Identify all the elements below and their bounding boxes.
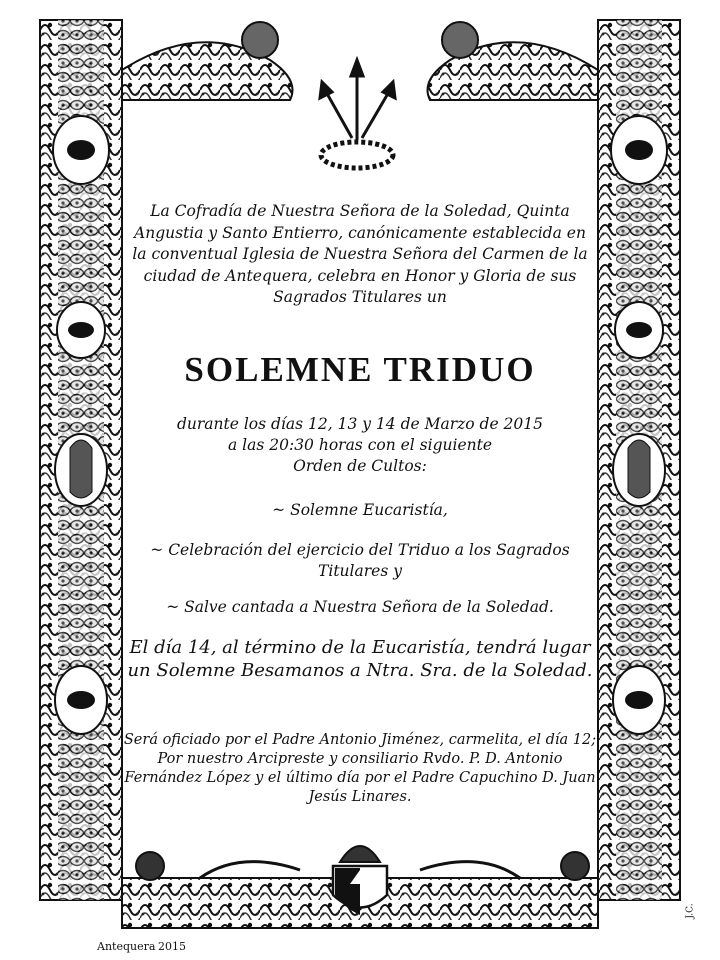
besamanos-notice: El día 14, al término de la Eucaristía, tendrá lugar un Solemne Besamanos a Ntra. Sra. de la Soledad. <box>127 637 593 681</box>
page-title: SOLEMNE TRIDUO <box>184 350 536 389</box>
left-ornamental-column <box>40 20 122 900</box>
brotherhood-emblem-icon <box>320 60 395 168</box>
order-heading: Orden de Cultos: <box>293 457 427 475</box>
right-ornamental-column <box>598 20 680 900</box>
dates-block <box>150 414 570 477</box>
cult-item: ~ Celebración del ejercicio del Triduo a los Sagrados Titulares y <box>150 541 570 580</box>
cult-item: ~ Salve cantada a Nuestra Señora de la Soledad. <box>166 598 554 616</box>
artist-initials: J.C. <box>685 903 696 919</box>
dates-line: durante los días 12, 13 y 14 de Marzo de 2015 <box>176 415 544 433</box>
time-line: a las 20:30 horas con el siguiente <box>228 436 492 454</box>
officiant-paragraph: Será oficiado por el Padre Antonio Jiménez, carmelita, el día 12; Por nuestro Arcipreste y consiliario Rvdo. P. D. Antonio Fernández López y el último día por el Padre Capuchino D. Juan Jesús Linares. <box>123 732 597 805</box>
footer-place: Antequera <box>97 940 156 953</box>
cult-item: ~ Solemne Eucaristía, <box>272 501 448 519</box>
top-ornament <box>122 22 598 100</box>
intro-paragraph: La Cofradía de Nuestra Señora de la Soledad, Quinta Angustia y Santo Entierro, canónicamente establecida en la conventual Iglesia de Nuestra Señora del Carmen de la ciudad de Antequera, celebra en Honor y Gloria de sus Sagrados Titulares un <box>132 202 588 306</box>
footer-year: 2015 <box>158 940 186 953</box>
